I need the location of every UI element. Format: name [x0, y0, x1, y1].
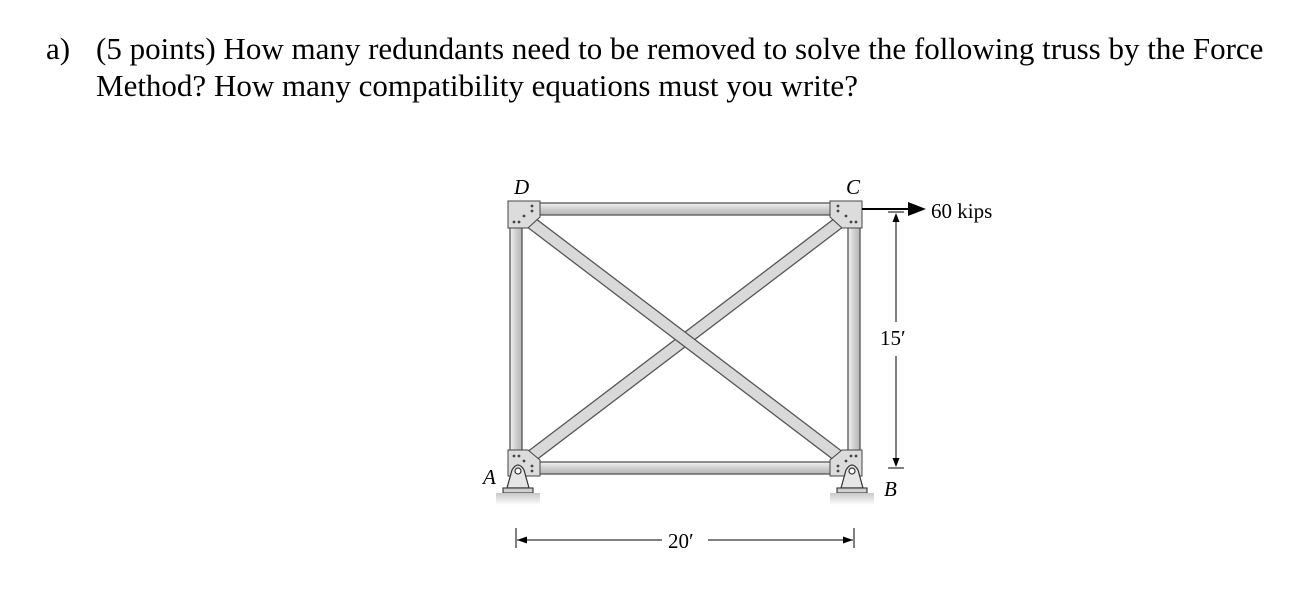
- right-member-bc: [848, 203, 860, 474]
- height-dimension-label: 15′: [880, 326, 906, 350]
- node-label-a: A: [483, 465, 496, 489]
- top-member-dc: [514, 203, 856, 215]
- question-marker: a): [46, 31, 71, 66]
- load-label: 60 kips: [931, 199, 993, 223]
- width-dimension-label: 20′: [668, 529, 694, 553]
- left-member-ad: [510, 203, 522, 474]
- node-label-c: C: [846, 175, 861, 199]
- question-text: (5 points) How many redundants need to be removed to solve the following truss by the Force Method? How many compatibility equations must you write?: [96, 31, 1264, 103]
- node-label-d: D: [514, 175, 530, 199]
- node-label-b: B: [884, 477, 897, 501]
- load-arrow: [862, 202, 926, 216]
- bottom-member-ab: [514, 462, 856, 474]
